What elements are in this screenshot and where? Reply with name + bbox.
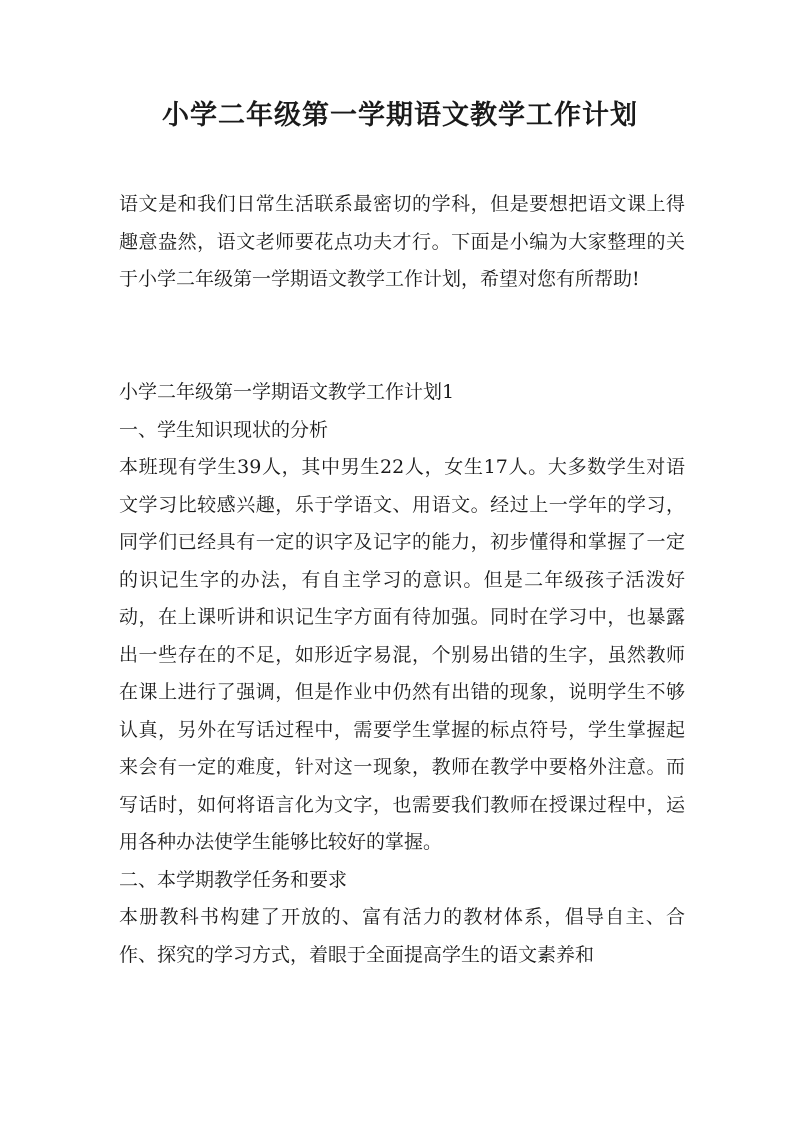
plan-content (119, 374, 685, 974)
intro-paragraph: 语文是和我们日常生活联系最密切的学科，但是要想把语文课上得趣意盎然，语文老师要花点功夫才行。下面是小编为大家整理的关于小学二年级第一学期语文教学工作计划，希望对您有所帮助! (119, 193, 685, 290)
plan-heading: 小学二年级第一学期语文教学工作计划1 (119, 381, 455, 403)
section-2-paragraph: 本册教科书构建了开放的、富有活力的教材体系，倡导自主、合作、探究的学习方式，着眼于全面提高学生的语文素养和 (119, 906, 685, 966)
section-2-heading: 二、本学期教学任务和要求 (119, 868, 348, 891)
section-1-heading: 一、学生知识现状的分析 (119, 418, 329, 441)
document-title: 小学二年级第一学期语文教学工作计划 (162, 100, 638, 131)
section-1-paragraph: 本班现有学生39人，其中男生22人，女生17人。大多数学生对语文学习比较感兴趣，乐于学语文、用语文。经过上一学年的学习，同学们已经具有一定的识字及记字的能力，初步懂得和掌握了一定的识记生字的办法，有自主学习的意识。但是二年级孩子活泼好动，在上课听讲和识记生字方面有待加强。同时在学习中，也暴露出一些存在的不足，如形近字易混，个别易出错的生字，虽然教师在课上进行了强调，但是作业中仍然有出错的现象，说明学生不够认真，另外在写话过程中，需要学生掌握的标点符号，学生掌握起来会有一定的难度，针对这一现象，教师在教学中要格外注意。而写话时，如何将语言化为文字，也需要我们教师在授课过程中，运用各种办法使学生能够比较好的掌握。 (119, 456, 685, 853)
